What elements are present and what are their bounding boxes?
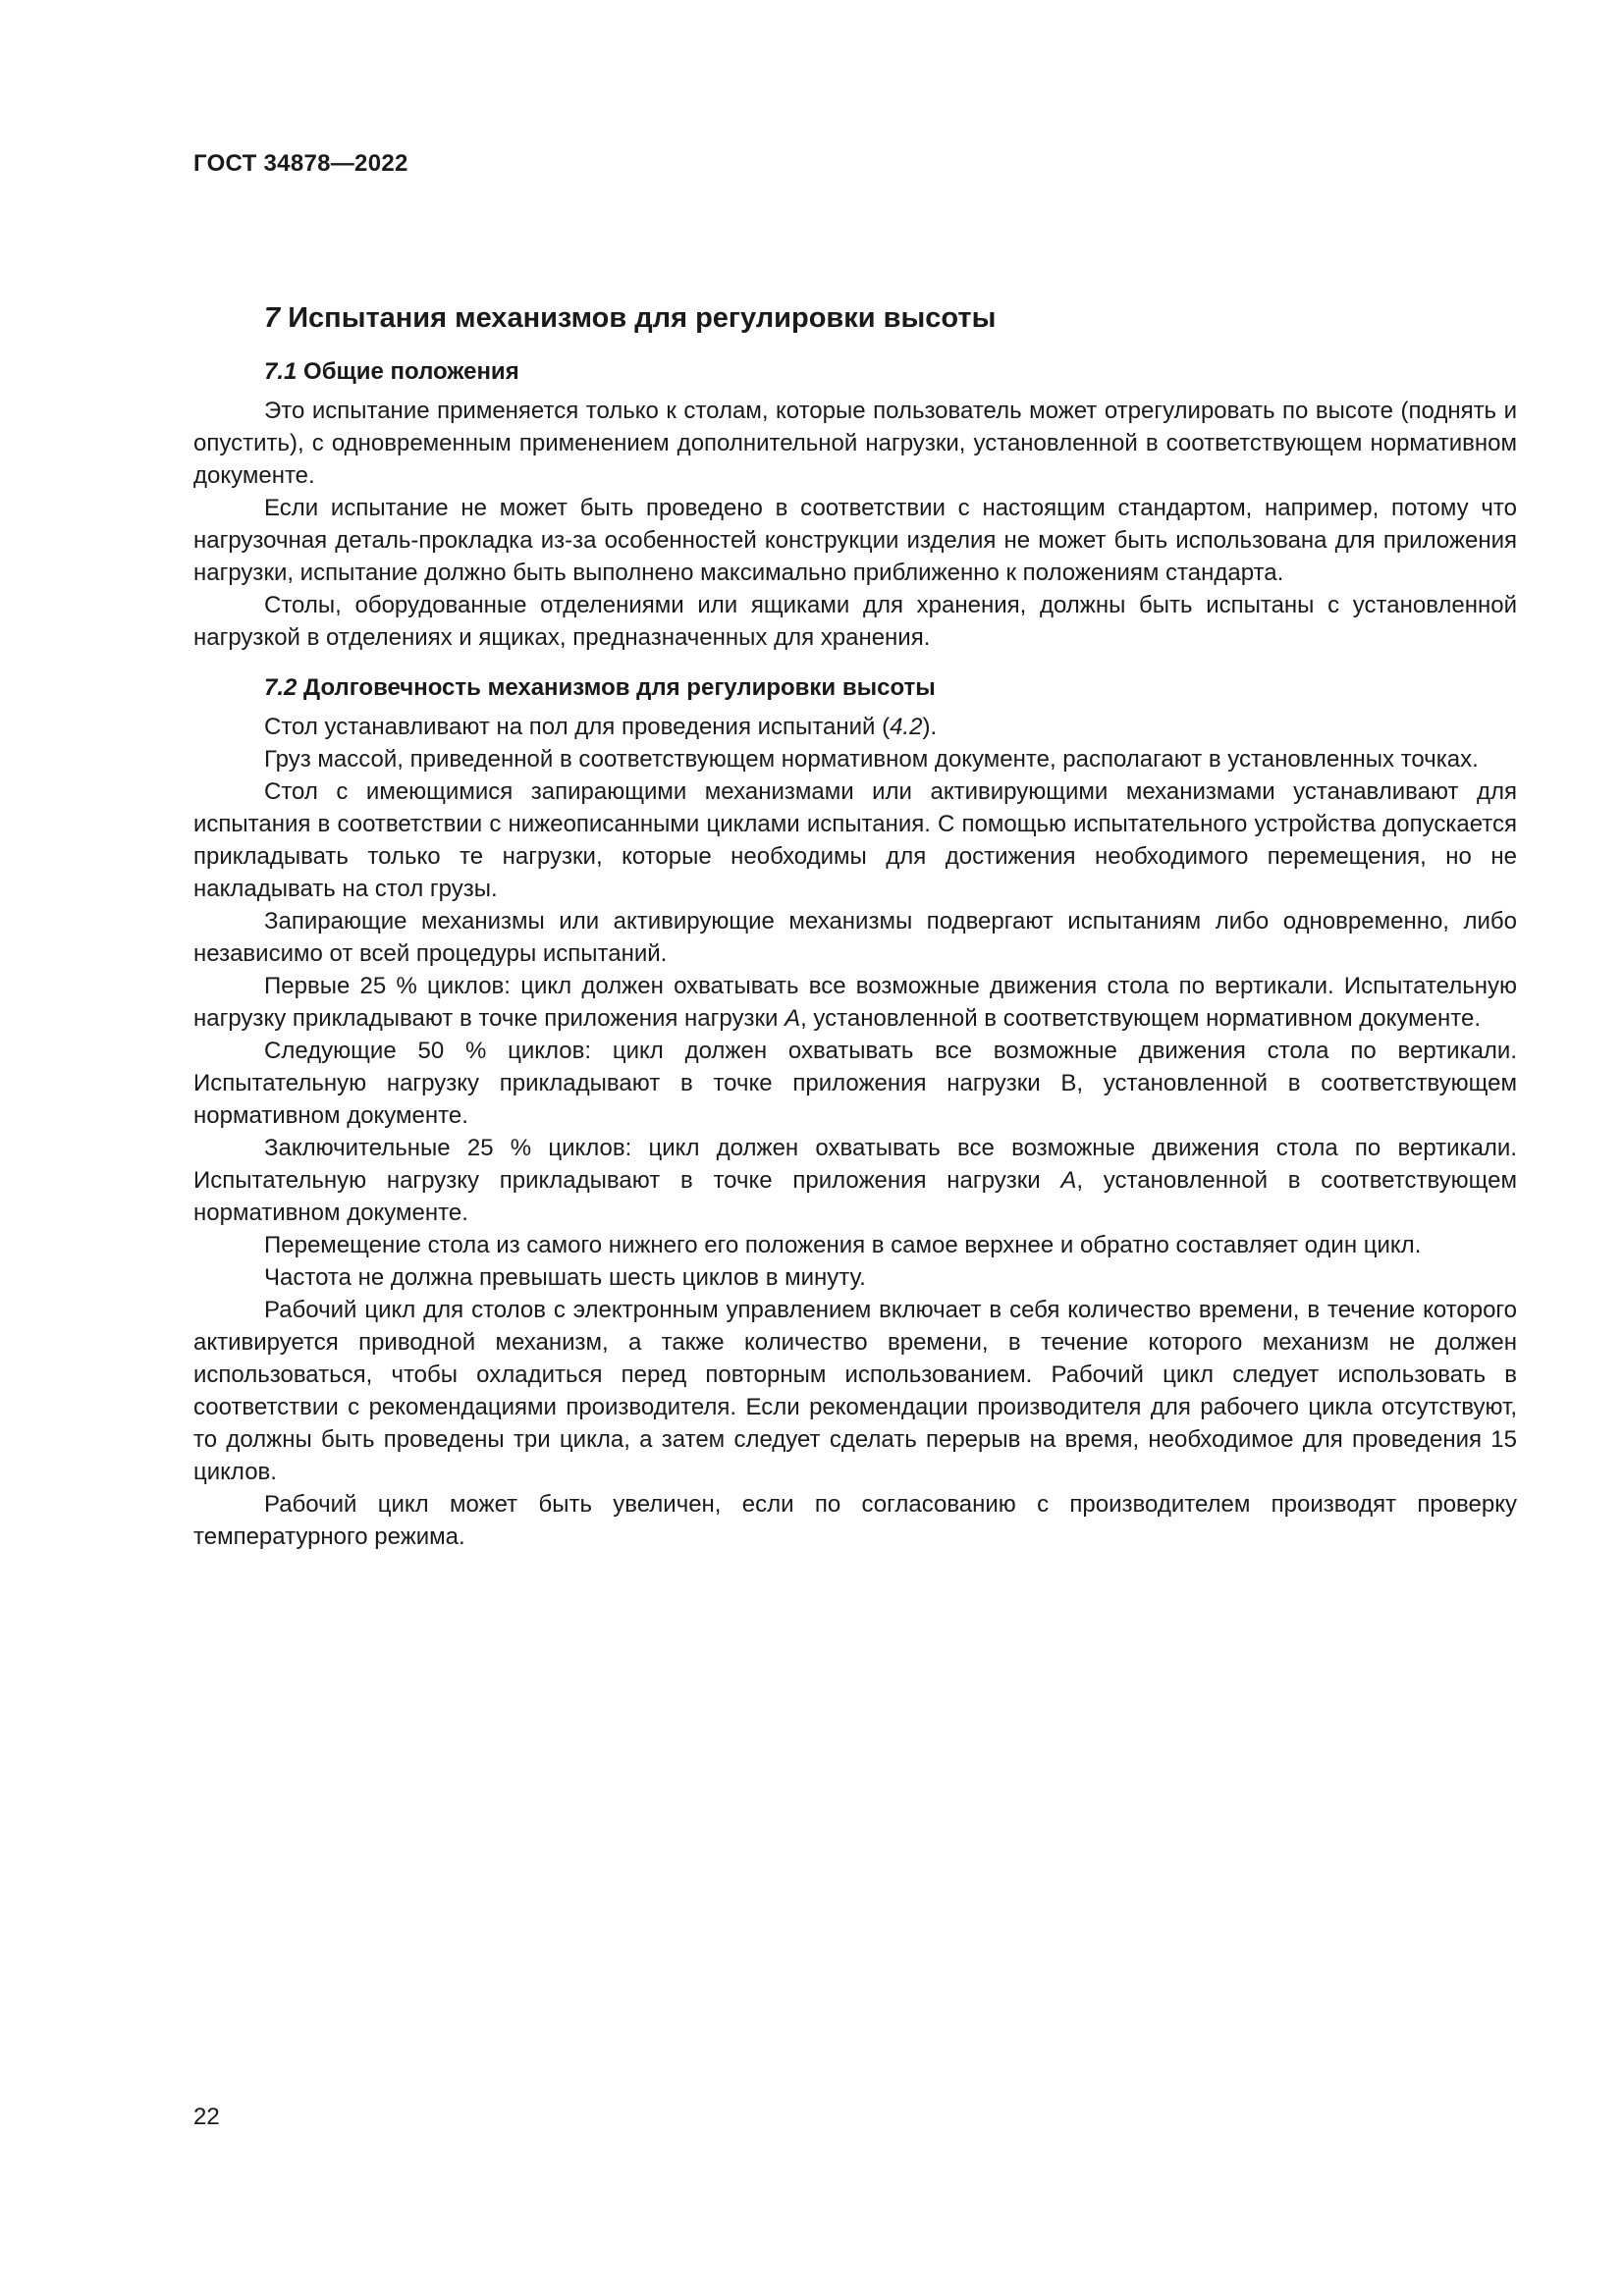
load-point-label: А [785,1005,801,1032]
paragraph: Стол с имеющимися запирающими механизмами или активирующими механизмами устанавливают для испытания в соответствии с нижеописанными циклами испытания. С помощью испытательного устройства допускается прикладывать только те нагрузки, которые необходимы для достижения необходимого перемещения, но не накладывать на стол грузы. [193,778,1517,902]
subsection-number: 7.1 [264,358,298,385]
subsection-number: 7.2 [264,674,298,701]
paragraph: Столы, оборудованные отделениями или ящиками для хранения, должны быть испытаны с установленной нагрузкой в отделениях и ящиках, предназначенных для хранения. [193,592,1517,651]
load-point-label: А [1060,1167,1077,1194]
paragraph: Частота не должна превышать шесть циклов в минуту. [264,1264,866,1291]
paragraph: Следующие 50 % циклов: цикл должен охватывать все возможные движения стола по вертикали. Испытательную нагрузку прикладывают в точке приложения нагрузки В, установленной в соответствующем нормативном документе. [193,1038,1517,1129]
paragraph: Запирающие механизмы или активирующие механизмы подвергают испытаниям либо одновременно, либо независимо от всей процедуры испытаний. [193,908,1517,967]
clause-reference: 4.2 [890,714,923,740]
paragraph-text: Первые 25 % циклов: цикл должен охватывать все возможные движения стола по вертикали. Испытательную нагрузку прикладывают в точке приложения нагрузки [193,973,1517,1032]
paragraph-text: ). [922,714,938,740]
section-number: 7 [264,302,281,334]
paragraph: Перемещение стола из самого нижнего его положения в самое верхнее и обратно составляет один цикл. [264,1232,1422,1258]
paragraph-text: , установленной в соответствующем нормативном документе. [193,1167,1517,1226]
paragraph [193,1132,1517,1229]
paragraph: Рабочий цикл может быть увеличен, если по согласованию с производителем производят проверку температурного режима. [193,1491,1517,1550]
subsection-title-7-1 [193,351,1517,393]
paragraph-text: Стол устанавливают на пол для проведения испытаний ( [264,714,891,740]
section-title [264,296,1517,340]
page-number: 22 [193,2104,220,2130]
paragraph [193,711,1517,743]
paragraph-text: Заключительные 25 % циклов: цикл должен охватывать все возможные движения стола по вертикали. Испытательную нагрузку прикладывают в точке приложения нагрузки [193,1135,1517,1194]
subsection-title-text: Общие положения [303,358,519,385]
paragraph: Рабочий цикл для столов с электронным управлением включает в себя количество времени, в течение которого активируется приводной механизм, а также количество времени, в течение которого механизм не должен использоваться, чтобы охладиться перед повторным использованием. Рабочий цикл следует использовать в соответствии с рекомендациями производителя. Если рекомендации производителя для рабочего цикла отсутствуют, то должны быть проведены три цикла, а затем следует сделать перерыв на время, необходимое для проведения 15 циклов. [193,1297,1517,1485]
paragraph: Если испытание не может быть проведено в соответствии с настоящим стандартом, например, потому что нагрузочная деталь-прокладка из-за особенностей конструкции изделия не может быть использована для приложения нагрузки, испытание должно быть выполнено максимально приближенно к положениям стандарта. [193,495,1517,586]
subsection-title-text: Долговечность механизмов для регулировки высоты [303,674,936,701]
page-content [193,296,1517,1553]
document-code-header: ГОСТ 34878—2022 [193,150,408,177]
subsection-title-7-2 [193,667,1517,709]
section-title-text: Испытания механизмов для регулировки высоты [288,302,997,334]
paragraph: Груз массой, приведенной в соответствующем нормативном документе, располагают в установленных точках. [264,746,1479,773]
paragraph-text: , установленной в соответствующем нормативном документе. [800,1005,1481,1032]
paragraph [193,970,1517,1035]
paragraph: Это испытание применяется только к столам, которые пользователь может отрегулировать по высоте (поднять и опустить), с одновременным применением дополнительной нагрузки, установленной в соответствующем нормативном документе. [193,398,1517,489]
